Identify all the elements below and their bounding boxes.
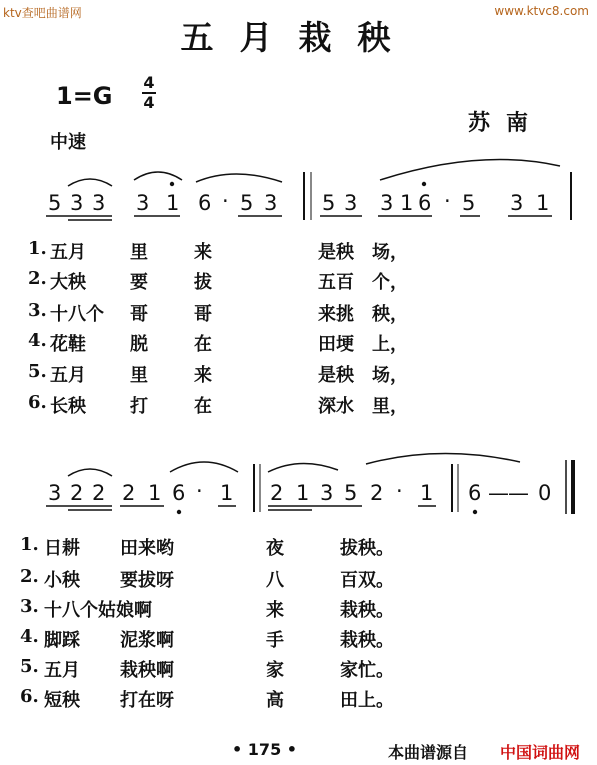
tempo-marking: 中速	[50, 132, 86, 153]
lyric-segment: 泥浆啊	[120, 630, 174, 651]
verse-number: 1.	[28, 238, 47, 259]
lyric-segment: 哥	[130, 304, 148, 325]
verse-number: 6.	[20, 686, 39, 707]
lyric-segment: 百双。	[340, 570, 394, 591]
verse-number: 6.	[28, 392, 47, 413]
lyric-segment: 来	[194, 365, 212, 386]
verse-number: 2.	[28, 268, 47, 289]
lyric-segment: 日耕	[44, 538, 80, 559]
note: 3	[320, 481, 334, 505]
lyric-segment: 场，	[372, 242, 408, 263]
key-signature: 1=G	[56, 82, 113, 110]
note: 1	[220, 481, 234, 505]
note: 5	[344, 481, 358, 505]
lyric-segment: 十八个姑娘啊	[44, 600, 152, 621]
lyric-segment: 拔秧。	[340, 538, 394, 559]
lyric-segment: 是秧	[318, 242, 354, 263]
note: 3	[264, 191, 278, 215]
verse-number: 4.	[28, 330, 47, 351]
lyric-segment: 要	[130, 272, 148, 293]
note: 2	[70, 481, 84, 505]
verse-number: 5.	[28, 361, 47, 382]
note: 3	[344, 191, 358, 215]
lyric-segment: 里，	[372, 396, 408, 417]
note: 5	[322, 191, 336, 215]
lyric-segment: 八	[266, 570, 284, 591]
note: 1	[166, 191, 180, 215]
note: 6	[418, 191, 432, 215]
slurs-line1	[68, 160, 560, 186]
note: 1	[536, 191, 550, 215]
note: 6	[172, 481, 186, 505]
lyric-segment: 来	[266, 600, 284, 621]
lyric-segment: 田上。	[340, 690, 394, 711]
lyric-segment: 是秧	[318, 365, 354, 386]
note-dash: —	[488, 481, 509, 505]
lyric-segment: 哥	[194, 304, 212, 325]
note: 6	[468, 481, 482, 505]
note-dot: ·	[396, 479, 403, 503]
page-number: • 175 •	[232, 740, 297, 759]
lyric-segment: 栽秧。	[340, 630, 394, 651]
note: 3	[510, 191, 524, 215]
lyric-segment: 打	[130, 396, 148, 417]
lyric-segment: 田埂	[318, 334, 354, 355]
lyric-segment: 打在呀	[120, 690, 174, 711]
note: 3	[92, 191, 106, 215]
lyric-segment: 手	[266, 630, 284, 651]
lyric-segment: 栽秧啊	[120, 660, 174, 681]
note-dot: ·	[196, 479, 203, 503]
lyric-segment: 上，	[372, 334, 408, 355]
note: 3	[380, 191, 394, 215]
lyric-segment: 小秧	[44, 570, 80, 591]
verse-number: 2.	[20, 566, 39, 587]
note: 1	[420, 481, 434, 505]
watermark-left: ktv查吧曲谱网	[3, 6, 82, 20]
lyric-segment: 高	[266, 690, 284, 711]
meter-top: 4	[143, 73, 155, 92]
lyric-segment: 来	[194, 242, 212, 263]
lyric-segment: 深水	[318, 396, 354, 417]
verse-number: 5.	[20, 656, 39, 677]
lyric-segment: 里	[130, 365, 148, 386]
lyric-segment: 长秧	[50, 396, 86, 417]
lyric-segment: 在	[194, 334, 212, 355]
note: 1	[296, 481, 310, 505]
note-dash: —	[508, 481, 529, 505]
verse-number: 3.	[28, 300, 47, 321]
composer: 苏南	[468, 110, 545, 136]
lyric-segment: 场，	[372, 365, 408, 386]
note-dot: ·	[222, 189, 229, 213]
lyric-segment: 家	[266, 660, 284, 681]
lyric-segment: 脱	[130, 334, 148, 355]
note: 5	[240, 191, 254, 215]
lyric-segment: 花鞋	[50, 334, 86, 355]
song-title: 五月栽秧	[180, 18, 417, 57]
lyric-segment: 五月	[44, 660, 80, 681]
lyric-segment: 来挑	[318, 304, 354, 325]
note: 6	[198, 191, 212, 215]
lyric-segment: 在	[194, 396, 212, 417]
note: 5	[462, 191, 476, 215]
lyric-segment: 五百	[318, 272, 354, 293]
note: 3	[70, 191, 84, 215]
lyric-segment: 五月	[50, 242, 86, 263]
lyric-segment: 脚踩	[44, 630, 80, 651]
lyric-segment: 家忙。	[340, 660, 394, 681]
note: 3	[136, 191, 150, 215]
octave-dots-line1	[170, 182, 426, 186]
note: 3	[48, 481, 62, 505]
lyric-segment: 短秧	[44, 690, 80, 711]
note-dot: ·	[444, 189, 451, 213]
lyric-segment: 田来哟	[120, 538, 174, 559]
lyric-segment: 五月	[50, 365, 86, 386]
beams-line1	[46, 216, 552, 220]
note: 1	[400, 191, 414, 215]
lyric-segment: 秧，	[372, 304, 408, 325]
verse-number: 4.	[20, 626, 39, 647]
lyric-segment: 夜	[266, 538, 284, 559]
note: 2	[92, 481, 106, 505]
note: 2	[270, 481, 284, 505]
lyric-segment: 栽秧。	[340, 600, 394, 621]
watermark-right: www.ktvc8.com	[494, 4, 589, 18]
lyric-segment: 个，	[372, 272, 408, 293]
meter-bottom: 4	[143, 93, 155, 112]
note: 5	[48, 191, 62, 215]
note: 1	[148, 481, 162, 505]
verse-number: 3.	[20, 596, 39, 617]
lyric-segment: 拔	[194, 272, 212, 293]
lyric-segment: 十八个	[50, 304, 104, 325]
source-note: 本曲谱源自	[388, 743, 469, 762]
site-name: 中国词曲网	[500, 743, 581, 762]
octave-dots-line2	[177, 510, 477, 514]
beams-line2	[46, 506, 436, 510]
lyric-segment: 要拔呀	[120, 570, 174, 591]
lyric-segment: 大秧	[50, 272, 86, 293]
note: 2	[370, 481, 384, 505]
note: 0	[538, 481, 552, 505]
lyric-segment: 里	[130, 242, 148, 263]
note: 2	[122, 481, 136, 505]
verse-number: 1.	[20, 534, 39, 555]
